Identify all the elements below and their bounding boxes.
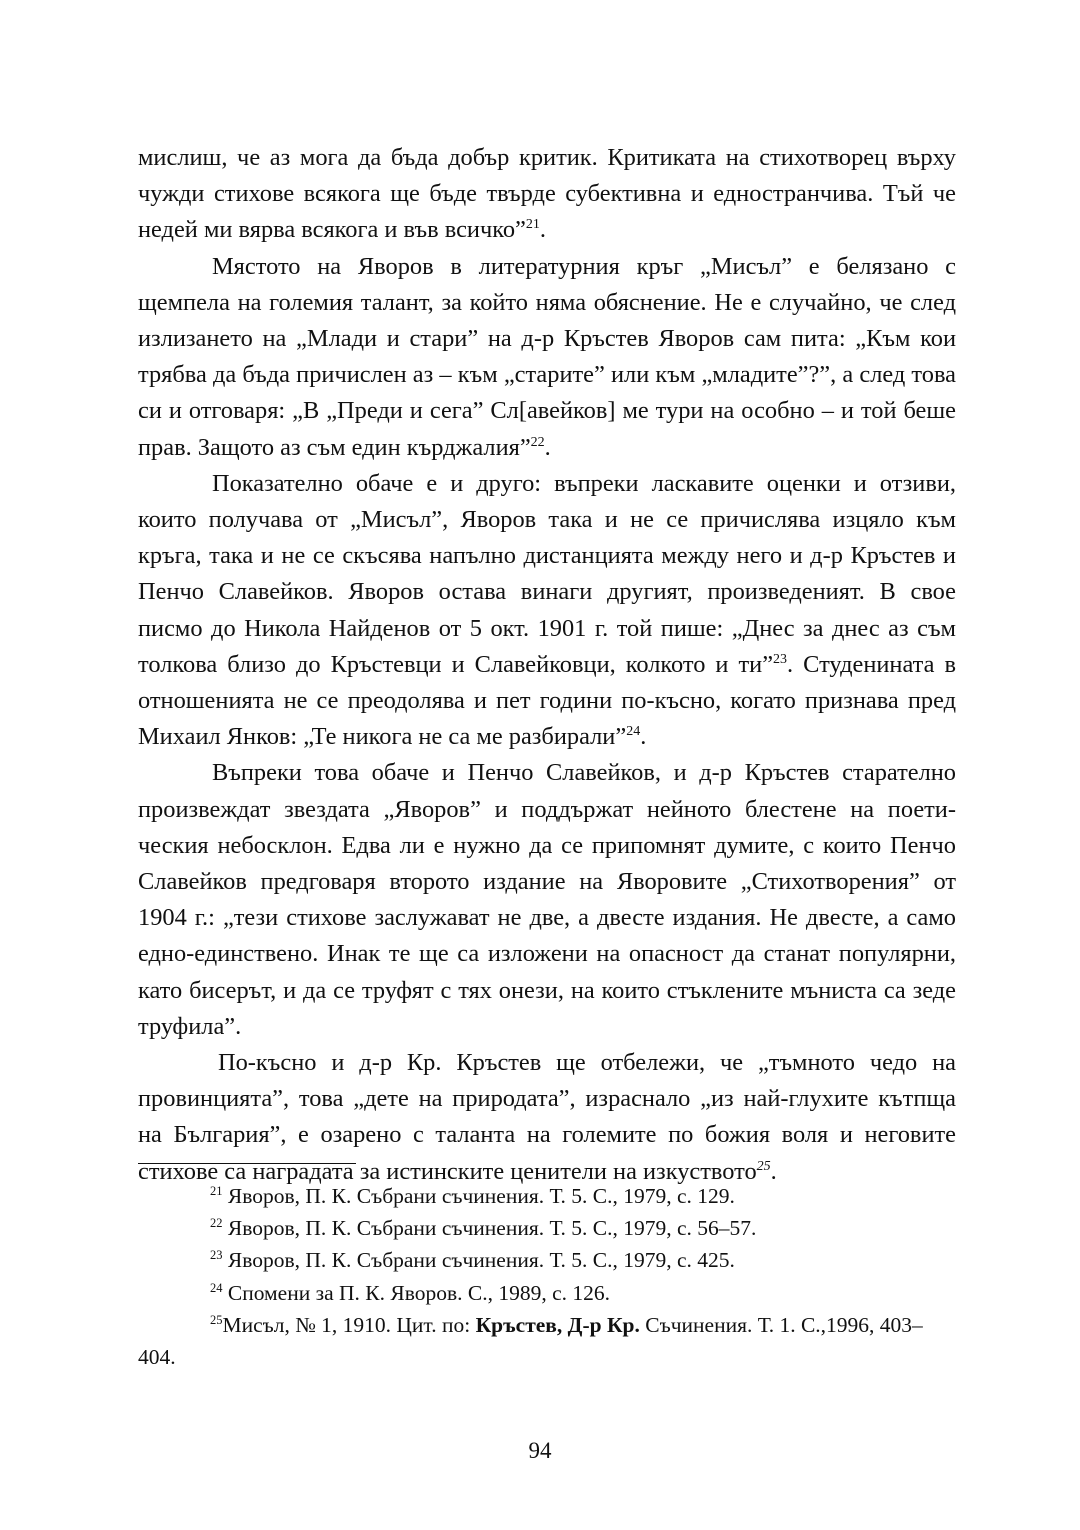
footnote-ref-24: 24 [626, 724, 641, 740]
paragraph-4 [138, 755, 956, 1045]
footnote-number: 23 [210, 1248, 223, 1263]
footnote-text: Яворов, П. К. Събрани съчинения. Т. 5. С., 1979, с. 56–57. [227, 1216, 757, 1241]
footnote-ref-22: 22 [530, 434, 545, 450]
footnote-21 [138, 1180, 956, 1212]
footnote-text: Яворов, П. К. Събрани съчинения. Т. 5. С., 1979, с. 425. [227, 1248, 735, 1273]
footnote-text-a: Мисъл, № 1, 1910. Цит. по: [222, 1312, 476, 1337]
footnote-24 [138, 1277, 956, 1309]
footnotes [138, 1180, 956, 1373]
footnote-23 [138, 1244, 956, 1276]
paragraph-1 [138, 140, 956, 249]
main-text [138, 140, 956, 1190]
paragraph-1-text: мислиш, че аз мога да бъда добър критик. Критиката на стихотворец върху чужди стихове всякога ще бъде твърде субективна и едностранчива. Тъй че недей ми вярва всякога и във всичко” [138, 144, 956, 244]
footnote-number: 21 [210, 1184, 223, 1198]
paragraph-2 [138, 249, 956, 466]
footnote-text: Спомени за П. К. Яворов. С., 1989, с. 126. [227, 1280, 611, 1305]
paragraph-3 [138, 466, 956, 756]
paragraph-4-text: Въпреки това обаче и Пенчо Славейков, и д-р Кръстев старателно произвеждат звездата „Яворов” и поддържат нейното блестене на поетическия небосклон. Едва ли е нужно да се припомнят думите, с които Пенчо Славейков предговаря второто издание на Яворовите „Стихотворения” от 1904 г.: „тези стихове заслужават не две, а двесте издания. Не двесте, а само едно-единствено. Инак те ще са изложени на опасност да станат популярни, като бисерът, и да се труфят с тях онези, на които стъклените мъниста са зеде труфила”. [138, 759, 956, 1040]
paragraph-5-end: . [770, 1157, 777, 1185]
footnote-22 [138, 1212, 956, 1244]
footnote-ref-25: 25 [756, 1158, 771, 1174]
paragraph-3-text-a: Показателно обаче е и друго: въпреки ласкавите оценки и отзиви, които получава от „Мисъл”, Яворов така и не се причислява изцяло към кръга, така и не се скъсява напълно дистанцията между него и д-р Кръстев и Пенчо Славейков. Яворов остава винаги другият, произведеният. В свое писмо до Никола Найденов от 5 окт. 1901 г. той пише: „Днес за днес аз съм толкова близо до Кръстевци и Славейковци, колкото и ти” [138, 469, 956, 678]
paragraph-5-text: По-късно и д-р Кр. Кръстев ще отбележи, че „тъмното чедо на провинцията”, това „дете на природата”, израснало „из най-глухите кътпща на България”, е озарено с таланта на големите по божия воля и неговите стихове са наградата за истинските ценители на изкуството [138, 1049, 956, 1185]
footnote-number: 24 [210, 1280, 223, 1295]
page-number: 94 [528, 1438, 552, 1463]
paragraph-5 [138, 1045, 956, 1190]
paragraph-3-end: . [640, 723, 647, 751]
footnote-25 [138, 1309, 956, 1373]
paragraph-2-text: Мястото на Яворов в литературния кръг „Мисъл” е белязано с щемпела на големия талант, за който няма обяснение. Не е случайно, че след излизането на „Млади и стари” на д-р Кръстев Яворов сам пита: „Към кои трябва да бъда причислен аз – към „старите” или към „младите”?”, а след това си и отговаря: „В „Преди и сега” Сл[авейков] ме тури на особно – и той беше прав. Защото аз съм един кърджалия” [138, 252, 956, 461]
footnote-text: Яворов, П. К. Събрани съчинения. Т. 5. С., 1979, с. 129. [227, 1184, 735, 1208]
paragraph-1-end: . [539, 216, 546, 244]
paragraph-2-end: . [544, 433, 551, 461]
footnote-number: 25 [210, 1312, 223, 1327]
paragraph-3-text-b: . Студенината в отношенията не се преодолява и пет години по-късно, когато признава пред Михаил Янков: „Те никога не са ме разбирали” [138, 650, 956, 751]
footnote-author-bold: Кръстев, Д-р Кр. [475, 1312, 640, 1337]
footnote-text-b: Съчинения. Т. 1. С.,1996, 403–404. [138, 1312, 923, 1370]
footnote-number: 22 [210, 1216, 223, 1231]
footnote-separator [138, 1163, 356, 1164]
footnote-ref-21: 21 [525, 217, 540, 233]
footnote-ref-23: 23 [773, 651, 788, 667]
